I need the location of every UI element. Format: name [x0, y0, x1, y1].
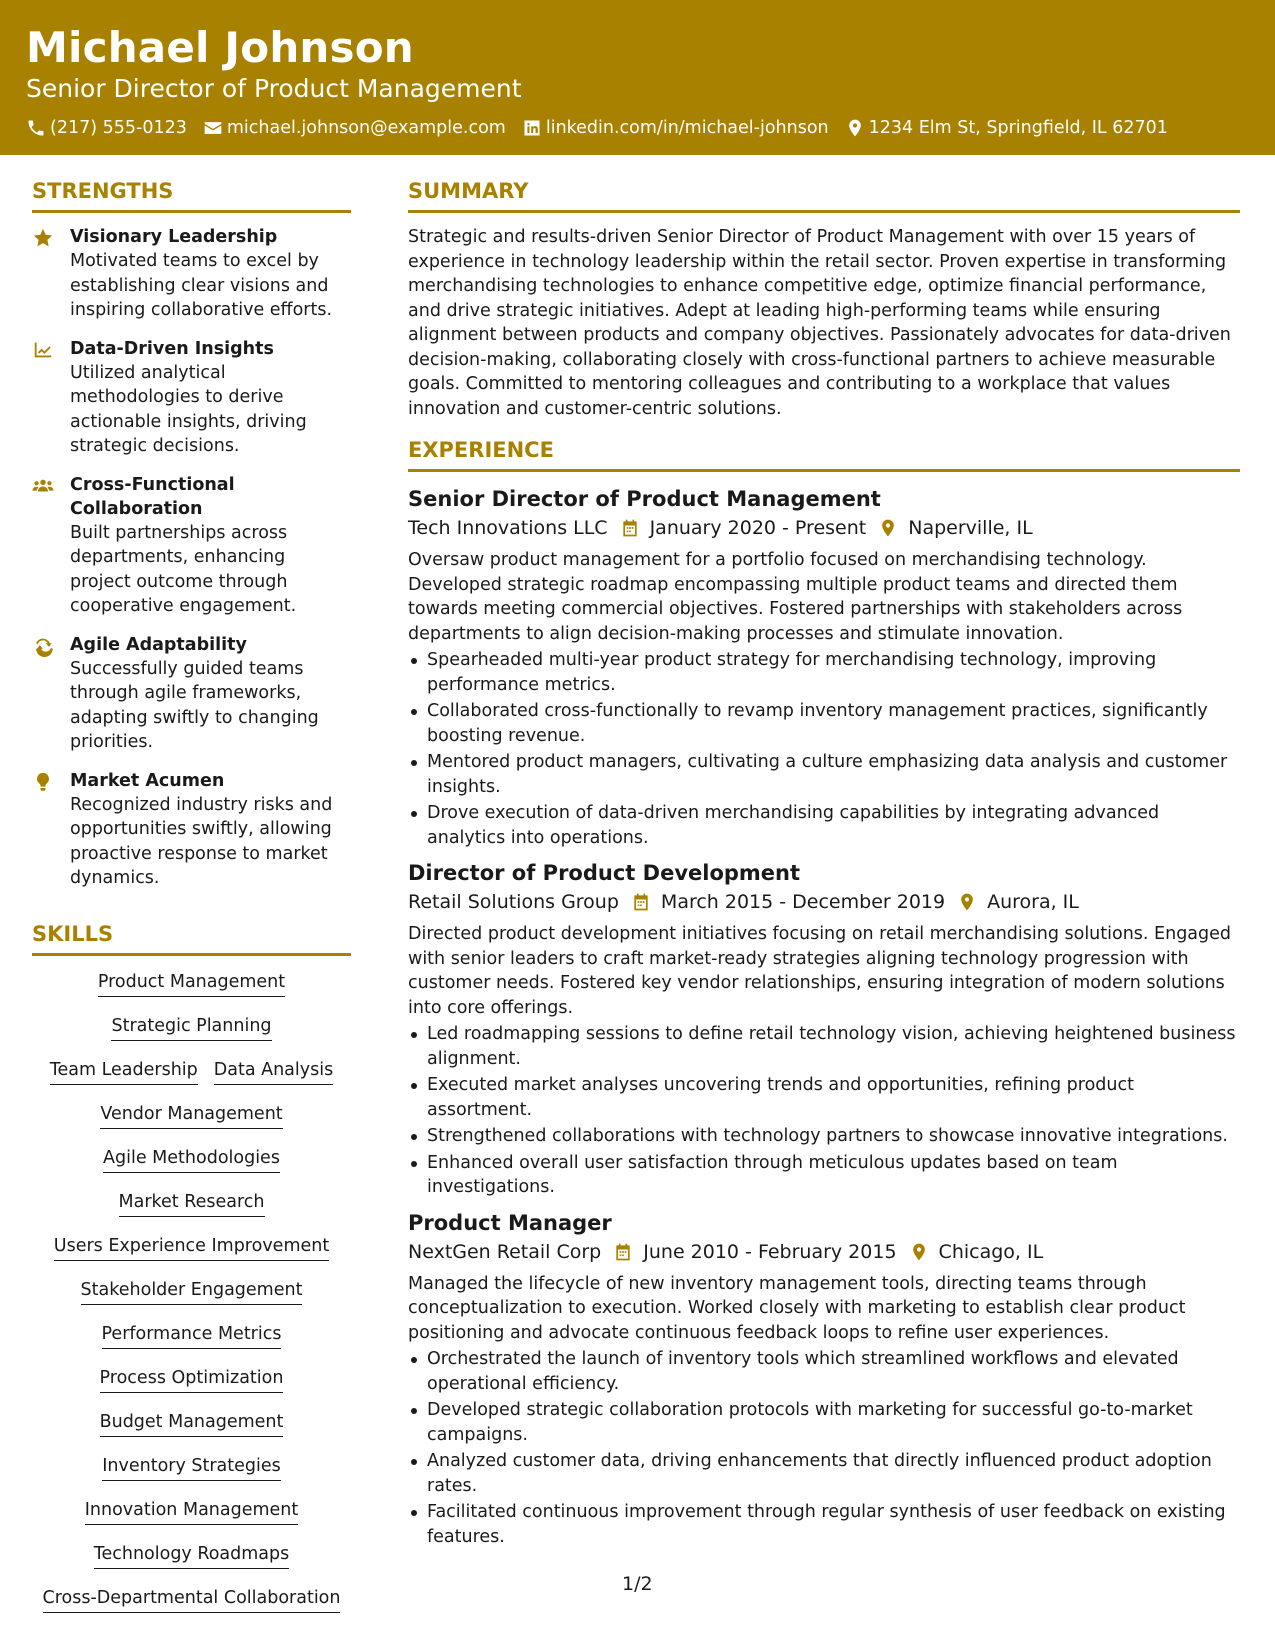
job-bullets — [408, 1347, 1240, 1549]
page-number: 1/2 — [622, 1573, 653, 1595]
summary-text: Strategic and results-driven Senior Director of Product Management with over 15 years of experience in technology leadership within the retail sector. Proven expertise in transforming merchandising technologies to enhance competitive edge, optimize financial performance, and drive strategic initiatives. Adept at leading high-performing teams while ensuring alignment between products and company objectives. Passionately advocates for data-driven decision-making, collaborating closely with cross-functional partners to achieve measurable goals. Committed to mentoring colleagues and contributing to a workplace that values innovation and customer-centric solutions. — [408, 227, 1231, 419]
skill-tag: Agile Methodologies — [103, 1146, 280, 1173]
map-marker-icon — [878, 518, 898, 538]
contact-address — [845, 116, 1168, 140]
job-bullet: Mentored product managers, cultivating a culture emphasizing data analysis and customer insights. — [408, 750, 1240, 799]
skills-heading: SKILLS — [32, 919, 351, 956]
skill-tag: Strategic Planning — [111, 1014, 271, 1041]
strength-desc: Motivated teams to excel by establishing clear visions and inspiring collaborative efforts. — [70, 251, 333, 320]
map-marker-icon — [845, 118, 865, 138]
calendar-icon — [613, 1242, 633, 1262]
job-location: Naperville, IL — [908, 517, 1033, 539]
strength-item — [32, 337, 351, 459]
sync-icon — [32, 635, 54, 657]
job-bullet: Led roadmapping sessions to define retail technology vision, achieving heightened business alignment. — [408, 1022, 1240, 1071]
strength-item — [32, 633, 351, 755]
strength-desc: Built partnerships across departments, enhancing project outcome through cooperative engagement. — [70, 522, 297, 616]
experience-heading: EXPERIENCE — [408, 435, 1240, 472]
strength-desc: Utilized analytical methodologies to derive actionable insights, driving strategic decisions. — [70, 362, 307, 456]
job-entry — [408, 858, 1240, 1200]
contact-email[interactable] — [203, 116, 506, 140]
job-meta — [408, 1238, 1240, 1266]
job-company: Tech Innovations LLC — [408, 517, 608, 539]
summary-heading: SUMMARY — [408, 176, 1240, 213]
skill-tag: Vendor Management — [100, 1102, 282, 1129]
contact-phone — [26, 116, 187, 140]
calendar-icon — [631, 892, 651, 912]
skill-tag: Innovation Management — [85, 1498, 299, 1525]
strength-item — [32, 769, 351, 891]
skill-tag: Team Leadership — [50, 1058, 198, 1085]
job-description: Managed the lifecycle of new inventory management tools, directing teams through conceptualization to execution. Worked closely with marketing to establish clear product positioning and advocate continuous feedback loops to refine user experiences. — [408, 1273, 1186, 1343]
skill-tag: Users Experience Improvement — [54, 1234, 329, 1261]
job-title: Director of Product Development — [408, 861, 801, 885]
chart-line-icon — [32, 339, 54, 361]
job-location: Aurora, IL — [987, 891, 1079, 913]
job-dates: January 2020 - Present — [649, 517, 867, 539]
job-location: Chicago, IL — [938, 1240, 1044, 1263]
job-entry — [408, 484, 1240, 850]
skill-tag: Cross-Departmental Collaboration — [43, 1586, 341, 1613]
job-meta — [408, 514, 1240, 542]
skill-tag: Product Management — [98, 970, 285, 997]
address-text: 1234 Elm St, Springfield, IL 62701 — [868, 118, 1168, 138]
strength-title: Cross-Functional Collaboration — [70, 474, 235, 519]
job-bullets — [408, 648, 1240, 850]
envelope-icon — [203, 118, 223, 138]
right-column — [408, 176, 1240, 1557]
skill-tag: Process Optimization — [100, 1366, 284, 1393]
skill-tag: Inventory Strategies — [102, 1454, 281, 1481]
job-bullet: Enhanced overall user satisfaction through meticulous updates based on team investigations. — [408, 1151, 1240, 1200]
job-company: NextGen Retail Corp — [408, 1240, 602, 1263]
email-text[interactable]: michael.johnson@example.com — [226, 118, 506, 138]
job-meta — [408, 888, 1240, 916]
job-bullet: Executed market analyses uncovering trends and opportunities, refining product assortment. — [408, 1073, 1240, 1122]
linkedin-icon — [522, 118, 542, 138]
phone-text: (217) 555-0123 — [50, 118, 187, 138]
phone-icon — [26, 118, 46, 138]
lightbulb-icon — [32, 771, 54, 793]
strength-title: Agile Adaptability — [70, 634, 247, 655]
job-description: Oversaw product management for a portfolio focused on merchandising technology. Developed strategic roadmap encompassing multiple product teams and directed them towards meeting commercial objectives. Fostered partnerships with stakeholders across departments to align decision-making processes and stimulate innovation. — [408, 550, 1183, 644]
skill-tag: Data Analysis — [214, 1058, 333, 1085]
strength-title: Data-Driven Insights — [70, 338, 274, 359]
job-bullet: Developed strategic collaboration protocols with marketing for successful go-to-market campaigns. — [408, 1398, 1240, 1447]
candidate-title: Senior Director of Product Management — [26, 74, 522, 103]
strength-desc: Recognized industry risks and opportunities swiftly, allowing proactive response to market dynamics. — [70, 794, 333, 888]
strength-item — [32, 473, 351, 619]
job-bullet: Spearheaded multi-year product strategy for merchandising technology, improving performance metrics. — [408, 648, 1240, 697]
map-marker-icon — [909, 1242, 929, 1262]
map-marker-icon — [957, 892, 977, 912]
job-dates: March 2015 - December 2019 — [660, 891, 946, 913]
left-column — [32, 176, 351, 1630]
job-bullet: Drove execution of data-driven merchandising capabilities by integrating advanced analytics into operations. — [408, 801, 1240, 850]
strength-title: Visionary Leadership — [70, 227, 278, 247]
users-icon — [32, 475, 54, 497]
skill-tag: Stakeholder Engagement — [81, 1278, 303, 1305]
job-entry — [408, 1208, 1240, 1550]
job-bullet: Strengthened collaborations with technology partners to showcase innovative integrations. — [408, 1124, 1240, 1149]
strength-desc: Successfully guided teams through agile frameworks, adapting swiftly to changing priorities. — [70, 658, 319, 752]
job-bullet: Orchestrated the launch of inventory tools which streamlined workflows and elevated operational efficiency. — [408, 1347, 1240, 1396]
job-bullet: Collaborated cross-functionally to revamp inventory management practices, significantly boosting revenue. — [408, 699, 1240, 748]
skill-tag: Market Research — [119, 1190, 265, 1217]
candidate-name: Michael Johnson — [26, 23, 414, 72]
job-bullet: Facilitated continuous improvement through regular synthesis of user feedback on existing features. — [408, 1500, 1240, 1549]
job-description: Directed product development initiatives focusing on retail merchandising solutions. Engaged with senior leaders to craft market-ready strategies aligning technology progression with customer needs. Fostered key vendor relationships, ensuring integration of modern solutions into core offerings. — [408, 924, 1232, 1018]
skill-tag: Performance Metrics — [102, 1322, 282, 1349]
job-title: Product Manager — [408, 1210, 612, 1235]
star-icon — [32, 227, 54, 249]
skill-tag: Budget Management — [100, 1410, 284, 1437]
job-bullet: Analyzed customer data, driving enhancements that directly influenced product adoption rates. — [408, 1449, 1240, 1498]
resume-header — [0, 0, 1275, 155]
job-title: Senior Director of Product Management — [408, 487, 881, 511]
contact-linkedin[interactable] — [522, 116, 829, 140]
linkedin-text[interactable]: linkedin.com/in/michael-johnson — [545, 118, 829, 138]
skill-tag: Technology Roadmaps — [94, 1542, 290, 1569]
job-dates: June 2010 - February 2015 — [643, 1240, 897, 1263]
strength-title: Market Acumen — [70, 770, 225, 791]
skills-list — [32, 970, 351, 1613]
contact-bar — [26, 116, 1249, 140]
strength-item — [32, 225, 351, 323]
calendar-icon — [620, 518, 640, 538]
job-bullets — [408, 1022, 1240, 1200]
job-company: Retail Solutions Group — [408, 891, 619, 913]
strengths-heading: STRENGTHS — [32, 176, 351, 213]
